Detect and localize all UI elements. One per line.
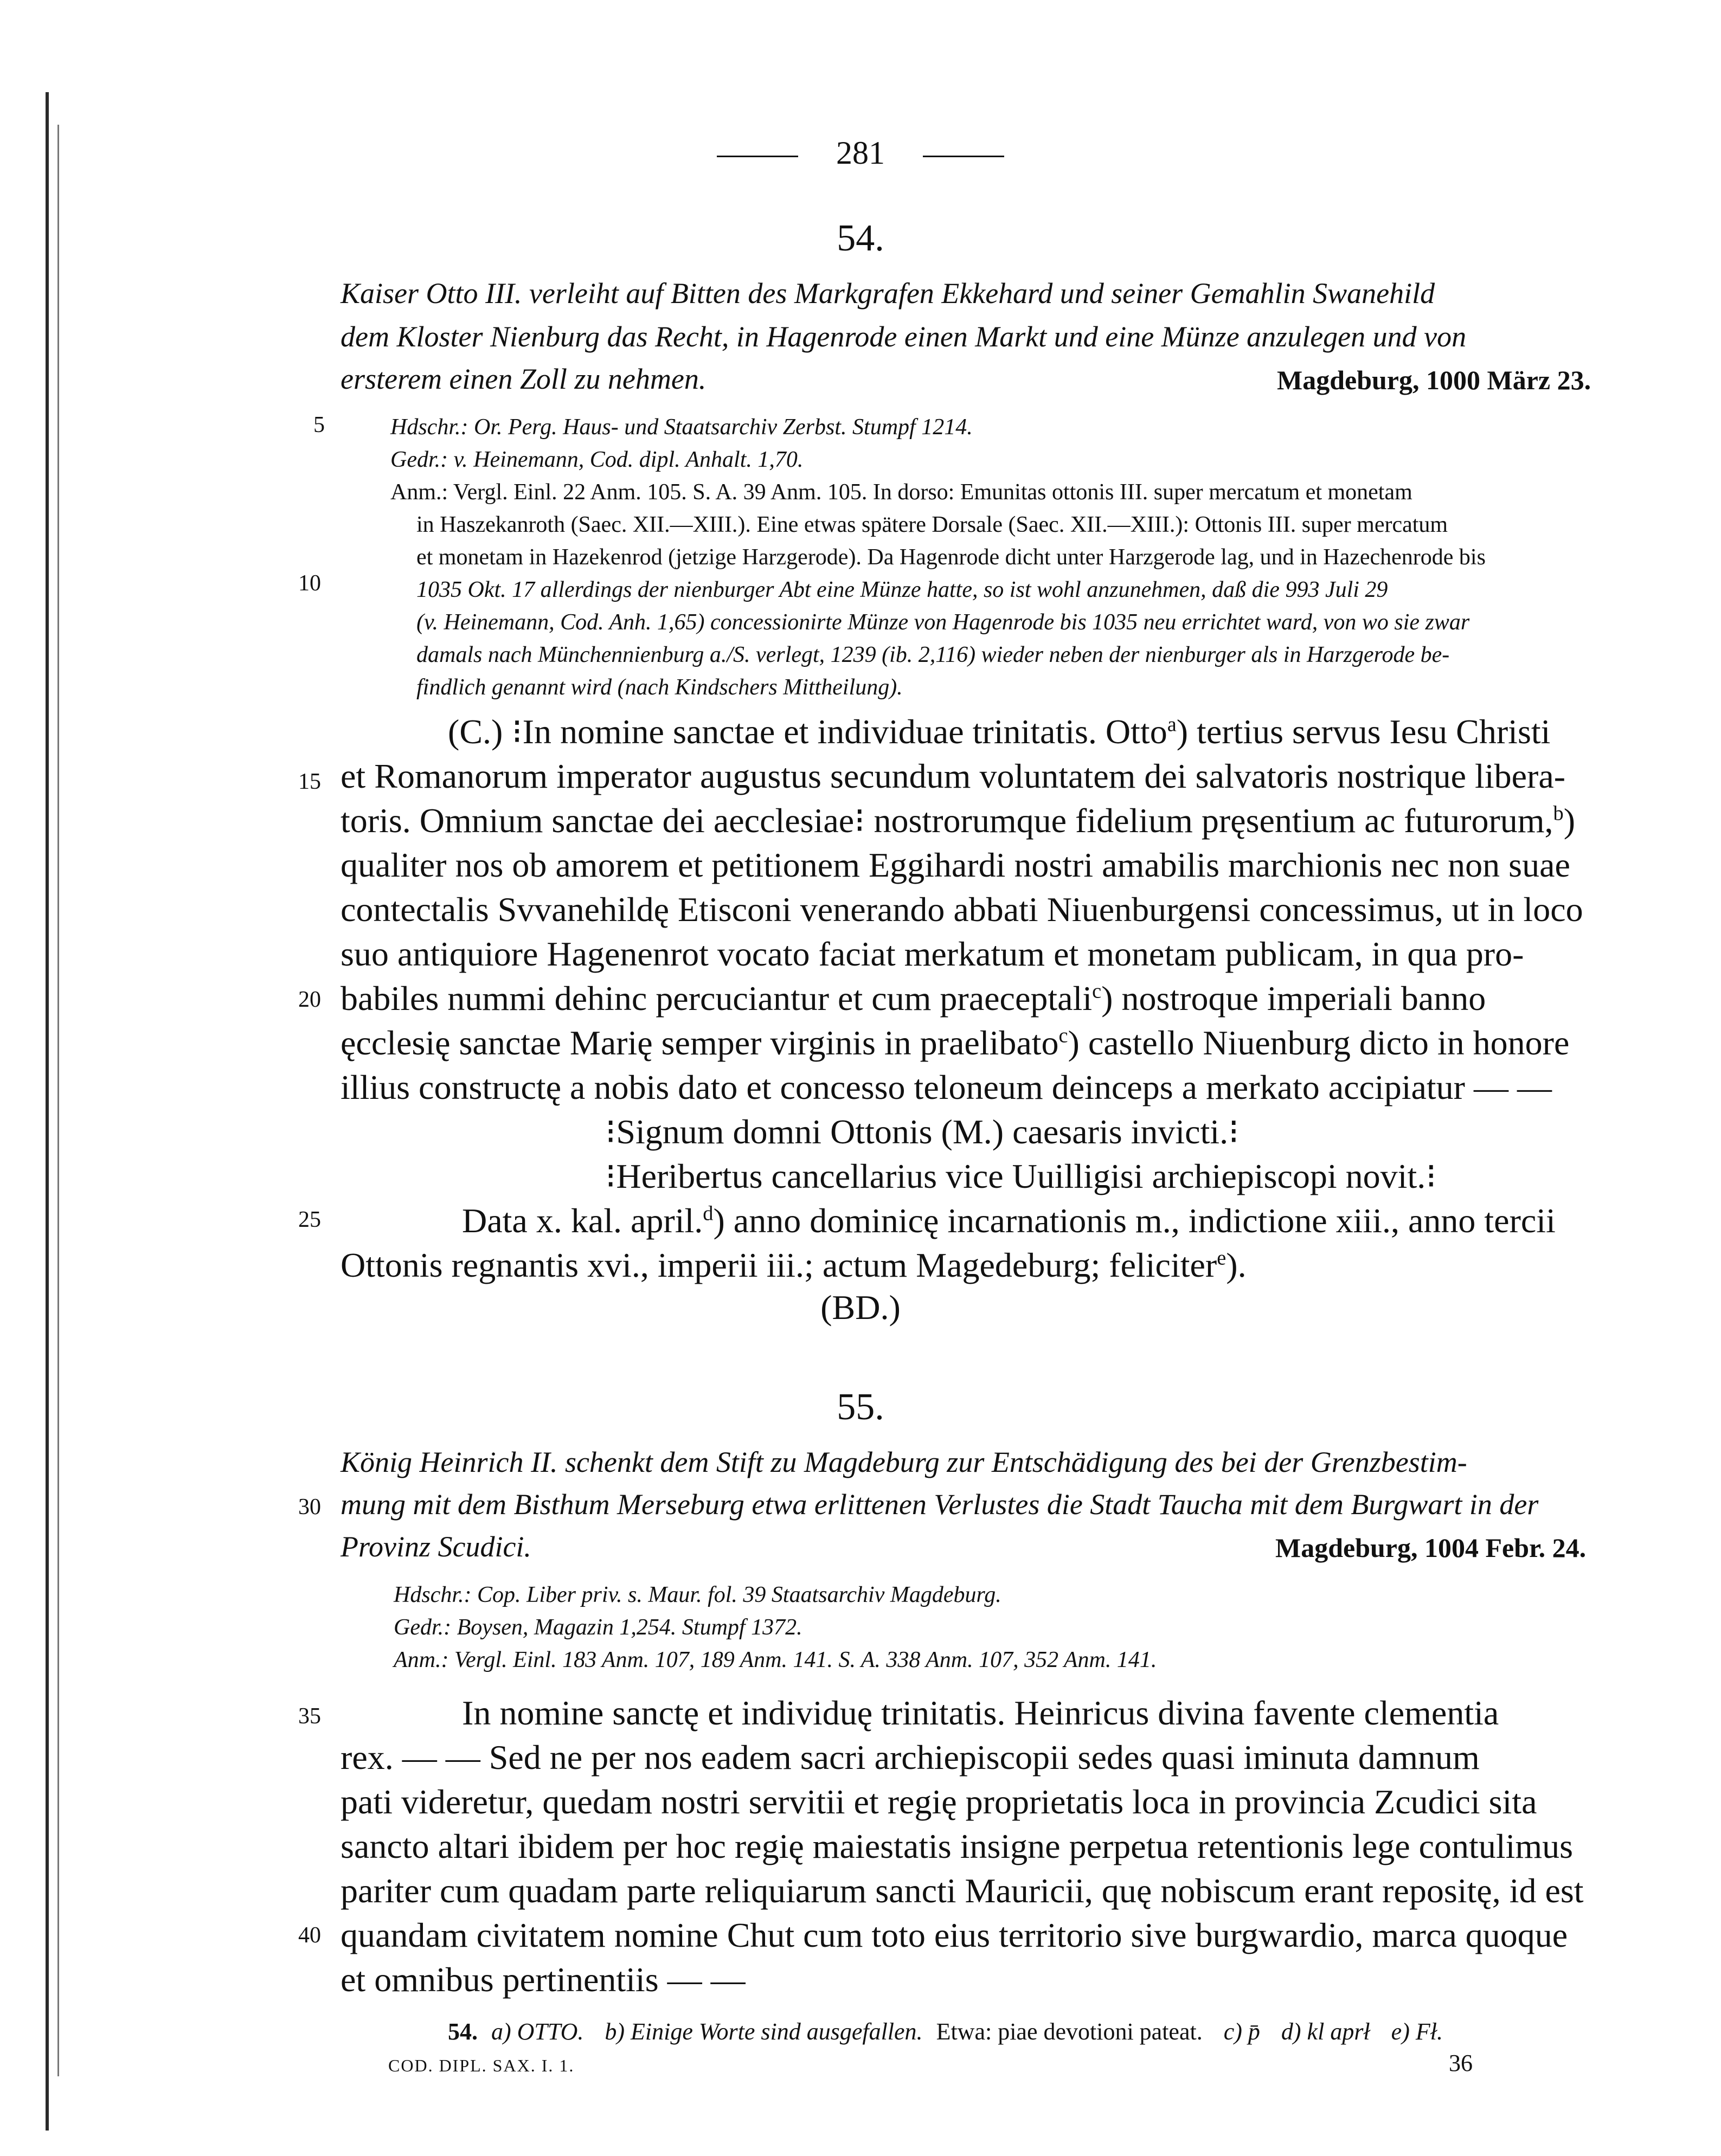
footnote-label: 54.: [448, 2018, 478, 2045]
meta-55-anm: Anm.: Vergl. Einl. 183 Anm. 107, 189 Anm. 141. S. A. 338 Anm. 107, 352 Anm. 141.: [394, 1647, 1157, 1672]
rule-right: [923, 156, 1004, 157]
footnote-c: c) p̄: [1223, 2018, 1260, 2045]
text-55-line-4: sancto altari ibidem per hoc regię maiestatis insigne perpetua retentionis lege contulimus: [341, 1827, 1574, 1865]
meta-54-anm-4: 1035 Okt. 17 allerdings der nienburger Abt eine Münze hatte, so ist wohl anzunehmen, daß die 993 Juli 29: [416, 577, 1388, 602]
text-55-line-3: pati videretur, quedam nostri servitii et regię proprietatis loca in provincia Zcudici sita: [341, 1782, 1537, 1821]
rule-left: [717, 156, 798, 157]
binding-shadow: [57, 125, 59, 2076]
text-55-line-1: In nomine sanctę et individuę trinitatis. Heinricus divina favente clementia: [462, 1694, 1499, 1732]
text-54-line-9: illius constructę a nobis dato et concesso teloneum deinceps a merkato accipiatur — —: [341, 1068, 1552, 1106]
summary-55-line-2: mung mit dem Bisthum Merseburg etwa erlittenen Verlustes die Stadt Taucha mit dem Burgwart in der: [341, 1488, 1539, 1521]
summary-54-line-2: dem Kloster Nienburg das Recht, in Hagenrode einen Markt und eine Münze anzulegen und von: [341, 320, 1467, 353]
text-54-line-6: suo antiquiore Hagenenrot vocato faciat merkatum et monetam publicam, in qua pro-: [341, 935, 1524, 973]
line-number-40: 40: [298, 1923, 321, 1948]
text-54-line-7: babiles nummi dehinc percuciantur et cum praeceptali$^c$) nostroque imperiali banno: [341, 979, 1486, 1018]
text-54-line-2: et Romanorum imperator augustus secundum voluntatem dei salvatoris nostrique libera-: [341, 757, 1566, 795]
meta-55-gedr: Gedr.: Boysen, Magazin 1,254. Stumpf 1372.: [394, 1615, 802, 1640]
meta-54-hdschr: Hdschr.: Or. Perg. Haus- und Staatsarchiv Zerbst. Stumpf 1214.: [390, 415, 973, 440]
page-number: 281: [836, 135, 885, 171]
summary-55-line-1: König Heinrich II. schenkt dem Stift zu Magdeburg zur Entschädigung des bei der Grenzbestim-: [341, 1446, 1467, 1478]
footnotes-54: [448, 2018, 1443, 2045]
summary-54-line-3: ersterem einen Zoll zu nehmen.: [341, 363, 707, 395]
document-number-55: 55.: [837, 1386, 884, 1428]
place-date-54: Magdeburg, 1000 März 23.: [1277, 365, 1591, 395]
text-54-data: Data x. kal. april.$^d$) anno dominicę incarnationis m., indictione xiii., anno tercii: [462, 1201, 1556, 1240]
meta-54-anm-7: findlich genannt wird (nach Kindschers Mittheilung).: [416, 675, 903, 700]
footnote-b: b) Einige Worte sind ausgefallen.: [605, 2018, 923, 2045]
meta-54-anm-2: in Haszekanroth (Saec. XII.—XIII.). Eine etwas spätere Dorsale (Saec. XII.—XIII.): Ottonis III. super mercatum: [416, 512, 1448, 537]
text-54-line-5: contectalis Svvanehildę Etisconi venerando abbati Niuenburgensi concessimus, ut in loco: [341, 890, 1583, 929]
footnote-a: a) OTTO.: [491, 2018, 584, 2045]
meta-54-anm-3: et monetam in Hazekenrod (jetzige Harzgerode). Da Hagenrode dicht unter Harzgerode lag, und in Hazechenrode bis: [416, 545, 1486, 570]
line-number-5: 5: [313, 413, 325, 437]
meta-54-gedr: Gedr.: v. Heinemann, Cod. dipl. Anhalt. 1,70.: [390, 447, 804, 472]
text-55-line-5: pariter cum quadam parte reliquiarum sancti Mauricii, quę nobiscum erant repositę, id est: [341, 1871, 1584, 1910]
text-54-line-8: ęcclesię sanctae Marię semper virginis in praelibato$^c$) castello Niuenburg dicto in honore: [341, 1024, 1570, 1062]
line-number-20: 20: [298, 987, 321, 1012]
footnote-d: d) kl aprł: [1281, 2018, 1370, 2045]
place-date-55: Magdeburg, 1004 Febr. 24.: [1275, 1533, 1587, 1563]
binding-edge: [46, 92, 49, 2131]
line-number-25: 25: [298, 1207, 321, 1232]
footnote-e: e) Fł.: [1391, 2018, 1443, 2045]
text-54-line-4: qualiter nos ob amorem et petitionem Eggihardi nostri amabilis marchionis nec non suae: [341, 846, 1570, 884]
text-55-line-6: quandam civitatem nomine Chut cum toto eius territorio sive burgwardio, marca quoque: [341, 1916, 1568, 1954]
text-54-recognition: ⁝Heribertus cancellarius vice Uuilligisi archiepiscopi novit.⁝: [605, 1157, 1437, 1195]
text-55-line-2: rex. — — Sed ne per nos eadem sacri archiepiscopii sedes quasi iminuta damnum: [341, 1738, 1480, 1777]
summary-55-line-3: Provinz Scudici.: [341, 1530, 531, 1563]
sheet-number: 36: [1449, 2050, 1473, 2076]
line-number-10: 10: [298, 571, 321, 596]
meta-54-anm-1: Anm.: Vergl. Einl. 22 Anm. 105. S. A. 39 Anm. 105. In dorso: Emunitas ottonis III. super mercatum et monetam: [390, 480, 1412, 505]
sheet-signature: COD. DIPL. SAX. I. 1.: [388, 2056, 575, 2075]
page-number-header: [0, 134, 1721, 172]
meta-55-hdschr: Hdschr.: Cop. Liber priv. s. Maur. fol. 39 Staatsarchiv Magdeburg.: [394, 1582, 1001, 1607]
line-number-30: 30: [298, 1495, 321, 1520]
text-54-actum: Ottonis regnantis xvi., imperii iii.; actum Magedeburg; feliciter$^e$).: [341, 1246, 1247, 1284]
text-54-bd: (BD.): [820, 1288, 901, 1327]
document-number-54: 54.: [837, 217, 884, 259]
line-number-35: 35: [298, 1704, 321, 1729]
meta-54-anm-6: damals nach Münchennienburg a./S. verlegt, 1239 (ib. 2,116) wieder neben der nienburger als in Harzgerode be-: [416, 642, 1450, 667]
footnote-b-note: Etwa: piae devotioni pateat.: [936, 2018, 1203, 2045]
summary-54-line-1: Kaiser Otto III. verleiht auf Bitten des Markgrafen Ekkehard und seiner Gemahlin Swanehild: [341, 277, 1435, 310]
text-54-signum: ⁝Signum domni Ottonis (M.) caesaris invicti.⁝: [605, 1112, 1240, 1151]
meta-54-anm-5: (v. Heinemann, Cod. Anh. 1,65) concessionirte Münze von Hagenrode bis 1035 neu errichtet ward, von wo sie zwar: [416, 610, 1470, 635]
line-number-15: 15: [298, 769, 321, 794]
text-55-line-7: et omnibus pertinentiis — —: [341, 1960, 746, 1999]
text-54-line-1: (C.) ⁝In nomine sanctae et individuae trinitatis. Otto$^a$) tertius servus Iesu Christi: [448, 712, 1551, 751]
text-54-line-3: toris. Omnium sanctae dei aecclesiae⁝ nostrorumque fidelium pręsentium ac futurorum,$^b$): [341, 801, 1576, 840]
